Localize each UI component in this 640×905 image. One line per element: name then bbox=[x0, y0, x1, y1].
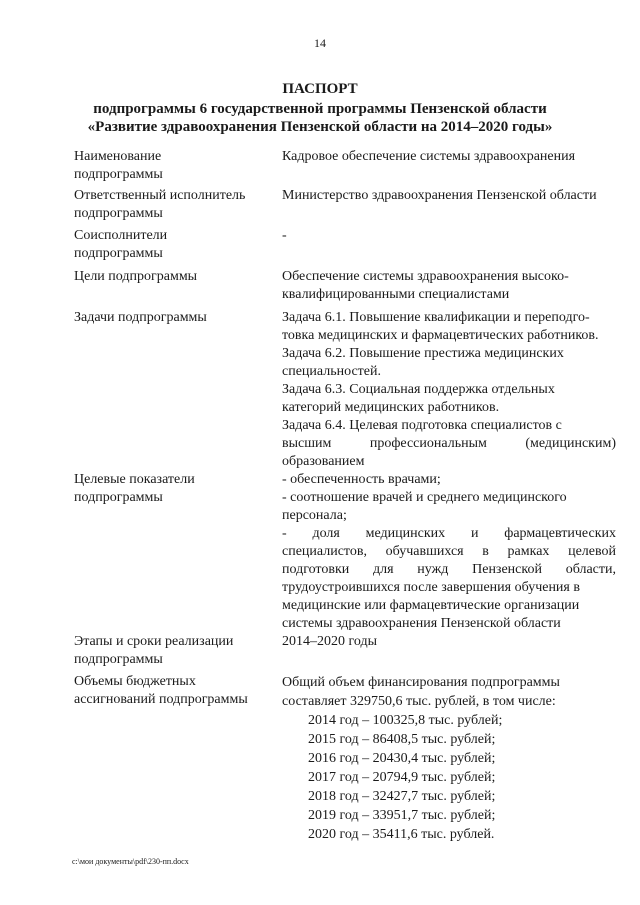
indicator-line: трудоустроившихся после завершения обучения в bbox=[282, 580, 580, 595]
row-value-tasks bbox=[282, 309, 616, 471]
page-number: 14 bbox=[314, 36, 326, 50]
label-line: подпрограммы bbox=[74, 652, 163, 667]
row-label-budget bbox=[74, 673, 274, 709]
budget-year-line: 2019 год – 33951,7 тыс. рублей; bbox=[308, 808, 496, 823]
label-line: Наименование bbox=[74, 149, 162, 164]
task-line: Задача 6.3. Социальная поддержка отдельных bbox=[282, 382, 555, 397]
indicator-line: специалистов, обучавшихся в рамках целевой bbox=[282, 544, 616, 559]
indicator-line: подготовки для нужд Пензенской области, bbox=[282, 562, 616, 577]
row-label-goals: Цели подпрограммы bbox=[74, 269, 198, 284]
task-line: Задача 6.4. Целевая подготовка специалистов с bbox=[282, 418, 562, 433]
label-line: подпрограммы bbox=[74, 206, 163, 221]
row-value-budget bbox=[282, 673, 616, 844]
indicator-line: медицинские или фармацевтические организации bbox=[282, 598, 580, 613]
label-line: подпрограммы bbox=[74, 246, 163, 261]
budget-year-line: 2020 год – 35411,6 тыс. рублей. bbox=[308, 827, 495, 842]
label-line: Объемы бюджетных bbox=[74, 674, 196, 689]
document-title: ПАСПОРТ bbox=[282, 81, 358, 97]
row-label-tasks: Задачи подпрограммы bbox=[74, 310, 207, 325]
row-value-indicators bbox=[282, 471, 616, 633]
row-label-executor bbox=[74, 187, 274, 223]
label-line: ассигнований подпрограммы bbox=[74, 692, 248, 707]
row-label-stages bbox=[74, 633, 274, 669]
task-line: Задача 6.1. Повышение квалификации и переподго- bbox=[282, 310, 590, 325]
value-line: квалифицированными специалистами bbox=[282, 287, 510, 302]
label-line: Целевые показатели bbox=[74, 472, 195, 487]
row-value-name: Кадровое обеспечение системы здравоохранения bbox=[282, 149, 576, 164]
task-line: образованием bbox=[282, 454, 365, 469]
file-path-footer: c:\мои документы\pdf\230-пп.docx bbox=[72, 857, 189, 866]
budget-intro-line: составляет 329750,6 тыс. рублей, в том числе: bbox=[282, 694, 556, 709]
row-label-coexecutors bbox=[74, 227, 274, 263]
label-line: подпрограммы bbox=[74, 490, 163, 505]
row-value-executor: Министерство здравоохранения Пензенской области bbox=[282, 188, 597, 203]
budget-year-line: 2018 год – 32427,7 тыс. рублей; bbox=[308, 789, 496, 804]
task-line: категорий медицинских работников. bbox=[282, 400, 500, 415]
indicator-line: - доля медицинских и фармацевтических bbox=[282, 526, 616, 541]
indicator-line: - обеспеченность врачами; bbox=[282, 472, 441, 487]
indicator-line: персонала; bbox=[282, 508, 347, 523]
budget-intro-line: Общий объем финансирования подпрограммы bbox=[282, 675, 560, 690]
indicator-line: системы здравоохранения Пензенской области bbox=[282, 616, 561, 631]
budget-year-line: 2015 год – 86408,5 тыс. рублей; bbox=[308, 732, 496, 747]
task-line: Задача 6.2. Повышение престижа медицинских bbox=[282, 346, 564, 361]
task-line: товка медицинских и фармацевтических работников. bbox=[282, 328, 599, 343]
budget-year-line: 2014 год – 100325,8 тыс. рублей; bbox=[308, 713, 503, 728]
task-line: высшим профессиональным (медицинским) bbox=[282, 436, 616, 451]
task-line: специальностей. bbox=[282, 364, 381, 379]
row-label-indicators bbox=[74, 471, 274, 507]
budget-year-line: 2016 год – 20430,4 тыс. рублей; bbox=[308, 751, 496, 766]
row-value-goals bbox=[282, 268, 616, 304]
indicator-line: - соотношение врачей и среднего медицинского bbox=[282, 490, 567, 505]
row-value-stages: 2014–2020 годы bbox=[282, 634, 378, 649]
row-value-coexecutors: - bbox=[282, 228, 287, 243]
label-line: Соисполнители bbox=[74, 228, 168, 243]
label-line: Ответственный исполнитель bbox=[74, 188, 246, 203]
budget-year-line: 2017 год – 20794,9 тыс. рублей; bbox=[308, 770, 496, 785]
label-line: Этапы и сроки реализации bbox=[74, 634, 234, 649]
program-name: «Развитие здравоохранения Пензенской области на 2014–2020 годы» bbox=[87, 119, 553, 135]
label-line: подпрограммы bbox=[74, 167, 163, 182]
value-line: Обеспечение системы здравоохранения высоко- bbox=[282, 269, 569, 284]
document-subtitle: подпрограммы 6 государственной программы Пензенской области bbox=[93, 101, 547, 117]
row-label-name bbox=[74, 148, 274, 184]
